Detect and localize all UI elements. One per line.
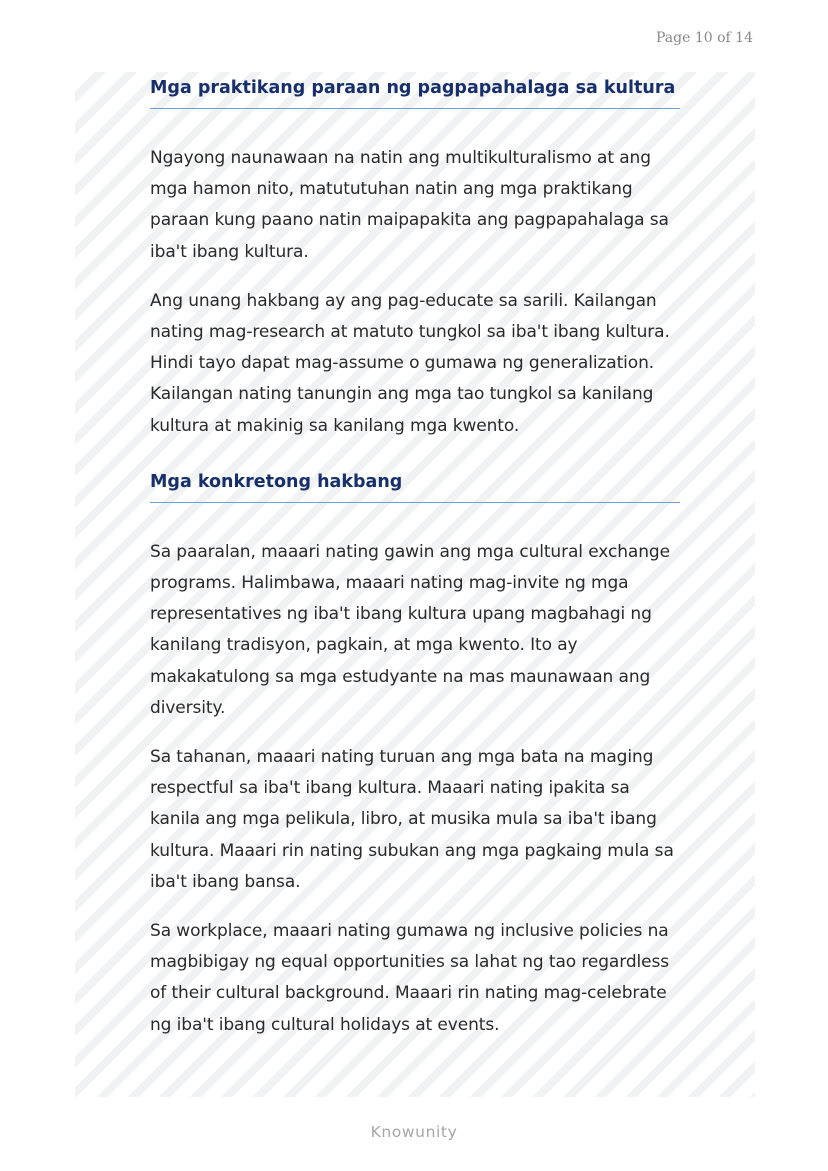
paragraph: Ang unang hakbang ay ang pag-educate sa sarili. Kailangan nating mag-research at matuto tungkol sa iba't ibang kultura. Hindi tayo dapat mag-assume o gumawa ng generalization. Kailangan nating tanungin ang mga tao tungkol sa kanilang kultura at makinig sa kanilang mga kwento. xyxy=(150,290,670,436)
section-heading-practical-ways: Mga praktikang paraan ng pagpapahalaga sa kultura xyxy=(150,78,680,109)
paragraph: Sa tahanan, maaari nating turuan ang mga bata na maging respectful sa iba't ibang kultura. Maaari nating ipakita sa kanila ang mga pelikula, libro, at musika mula sa iba't ibang kultura. Maaari rin nating subukan ang mga pagkaing mula sa iba't ibang bansa. xyxy=(150,747,674,892)
footer-brand: Knowunity xyxy=(370,1123,458,1141)
paragraph: Sa workplace, maaari nating gumawa ng inclusive policies na magbibigay ng equal opportunities sa lahat ng tao regardless of their cultural background. Maaari rin nating mag-celebrate ng iba't ibang cultural holidays at events. xyxy=(150,921,670,1035)
paragraph: Sa paaralan, maaari nating gawin ang mga cultural exchange programs. Halimbawa, maaari nating mag-invite ng mga representatives ng iba't ibang kultura upang magbahagi ng kanilang tradisyon, pagkain, at mga kwento. Ito ay makakatulong sa mga estudyante na mas maunawaan ang diversity. xyxy=(150,541,670,718)
section-heading-concrete-steps: Mga konkretong hakbang xyxy=(150,472,680,503)
page-number: Page 10 of 14 xyxy=(656,30,753,46)
paragraph: Ngayong naunawaan na natin ang multikulturalismo at ang mga hamon nito, matututuhan natin ang mga praktikang paraan kung paano natin maipapakita ang pagpapahalaga sa iba't ibang kultura. xyxy=(150,148,669,262)
page-content xyxy=(150,78,680,1041)
